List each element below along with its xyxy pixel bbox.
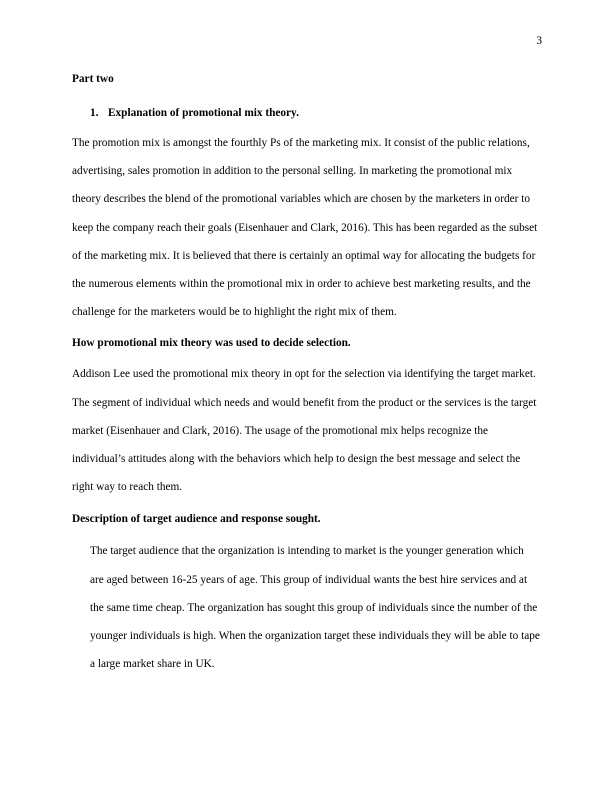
paragraph-selection: Addison Lee used the promotional mix theory in opt for the selection via identifying the target market. The segment of individual which needs and would benefit from the product or the services is the target market (Eisenhauer and Clark, 2016). The usage of the promotional mix helps recognize the individual’s attitudes along with the behaviors which help to design the best message and select the right way to reach them. xyxy=(72,368,537,494)
document-body xyxy=(72,70,542,678)
part-heading: Part two xyxy=(72,73,114,85)
paragraph-target-audience: The target audience that the organization is intending to market is the younger generation which are aged between 16-25 years of age. This group of individual wants the best hire services and at the same time cheap. The organization has sought this group of individuals since the number of the younger individuals is high. When the organization target these individuals they will be able to tape a large market share in UK. xyxy=(90,545,540,671)
heading-target-audience: Description of target audience and response sought. xyxy=(72,513,321,526)
page-number: 3 xyxy=(536,35,542,47)
section-number: 1. xyxy=(90,107,99,119)
heading-selection: How promotional mix theory was used to decide selection. xyxy=(72,337,351,350)
section-title: Explanation of promotional mix theory. xyxy=(108,107,299,119)
section-heading-1 xyxy=(72,107,542,119)
paragraph-promotional-mix: The promotion mix is amongst the fourthly Ps of the marketing mix. It consist of the public relations, advertising, sales promotion in addition to the personal selling. In marketing the promotional mix theory describes the blend of the promotional variables which are chosen by the marketers in order to keep the company reach their goals (Eisenhauer and Clark, 2016). This has been regarded as the subset of the marketing mix. It is believed that there is certainly an optimal way for allocating the budgets for the numerous elements within the promotional mix in order to achieve best marketing results, and the challenge for the marketers would be to highlight the right mix of them. xyxy=(72,137,538,319)
